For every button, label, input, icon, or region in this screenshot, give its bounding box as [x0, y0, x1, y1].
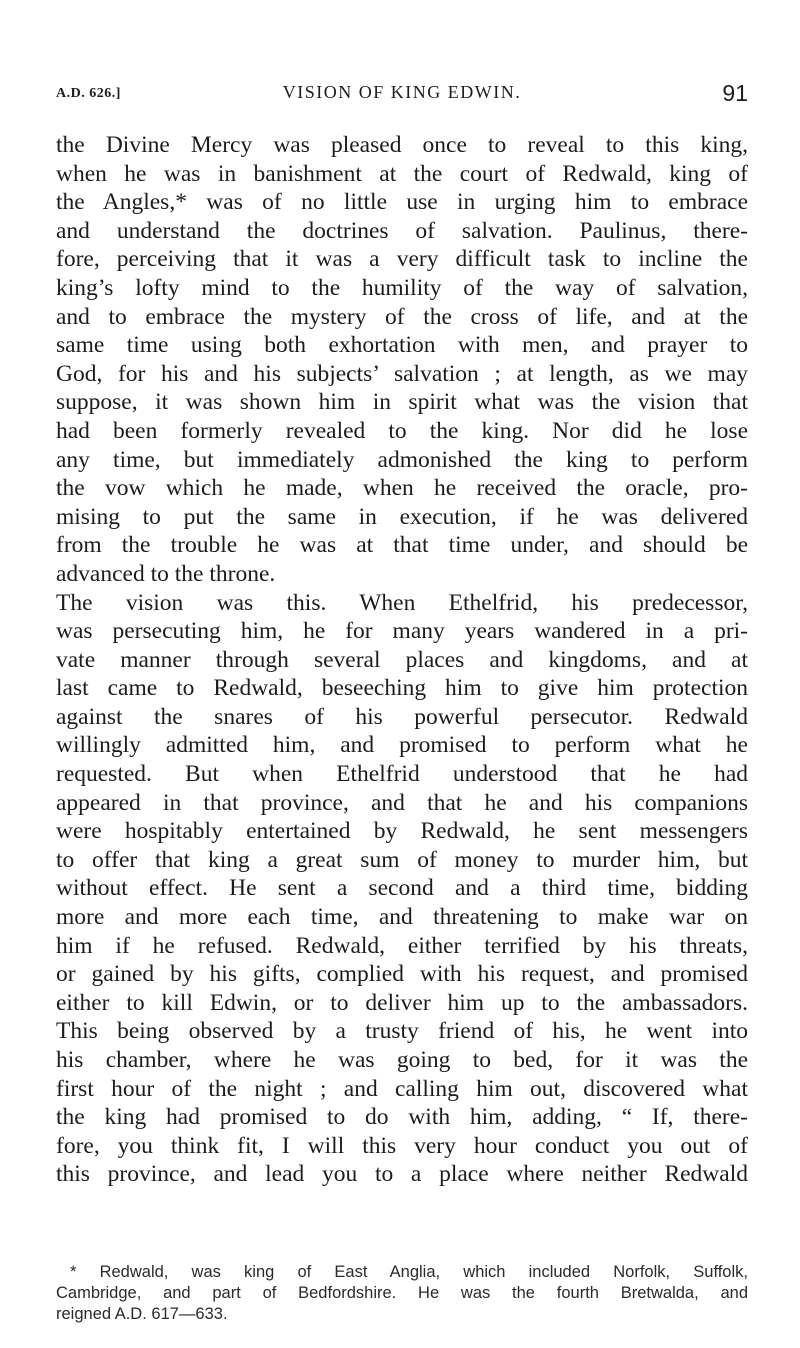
- text-line: willingly admitted him, and promised to perform what he: [56, 732, 748, 759]
- text-line: any time, but immediately admonished the king to perform: [56, 446, 748, 473]
- running-head: [56, 80, 748, 110]
- text-line: the vow which he made, when he received the oracle, pro-: [56, 475, 748, 502]
- text-line: the Angles,* was of no little use in urging him to embrace: [56, 189, 748, 216]
- text-line: was persecuting him, he for many years wandered in a pri-: [56, 618, 748, 645]
- text-line: him if he refused. Redwald, either terrified by his threats,: [56, 932, 748, 959]
- text-line: and understand the doctrines of salvation. Paulinus, there-: [56, 217, 748, 244]
- text-line: had been formerly revealed to the king. Nor did he lose: [56, 417, 748, 444]
- paragraph-end-line: advanced to the throne.: [56, 560, 276, 587]
- text-line: God, for his and his subjects’ salvation ; at length, as we may: [56, 360, 748, 387]
- text-line: vate manner through several places and kingdoms, and at: [56, 646, 748, 673]
- paragraph-start-line: The vision was this. When Ethelfrid, his predecessor,: [56, 589, 748, 616]
- footnote-line: Cambridge, and part of Bedfordshire. He was the fourth Bretwalda, and: [56, 1284, 748, 1302]
- footnote: [56, 1262, 748, 1325]
- text-line: first hour of the night ; and calling him out, discovered what: [56, 1075, 748, 1102]
- text-line: were hospitably entertained by Redwald, he sent messengers: [56, 818, 748, 845]
- text-line: this province, and lead you to a place where neither Redwald: [56, 1161, 748, 1188]
- text-line: requested. But when Ethelfrid understood that he had: [56, 761, 748, 788]
- body-text: [56, 131, 748, 1189]
- text-line: suppose, it was shown him in spirit what was the vision that: [56, 389, 748, 416]
- text-line: king’s lofty mind to the humility of the way of salvation,: [56, 274, 748, 301]
- footnote-line: reigned A.D. 617—633.: [56, 1305, 228, 1323]
- text-line: mising to put the same in execution, if he was delivered: [56, 503, 748, 530]
- footnote-line: * Redwald, was king of East Anglia, which included Norfolk, Suffolk,: [70, 1263, 748, 1281]
- text-line: when he was in banishment at the court of Redwald, king of: [56, 160, 748, 187]
- text-line: last came to Redwald, beseeching him to give him protection: [56, 675, 748, 702]
- text-line: from the trouble he was at that time under, and should be: [56, 532, 748, 559]
- text-line: same time using both exhortation with men, and prayer to: [56, 332, 748, 359]
- running-head-date: A.D. 626.]: [56, 86, 121, 101]
- text-line: appeared in that province, and that he and his companions: [56, 789, 748, 816]
- text-line: to offer that king a great sum of money to murder him, but: [56, 846, 748, 873]
- running-head-title: VISION OF KING EDWIN.: [282, 82, 522, 102]
- text-line: or gained by his gifts, complied with his request, and promised: [56, 961, 748, 988]
- text-line: the Divine Mercy was pleased once to reveal to this king,: [56, 132, 748, 158]
- text-line: fore, you think fit, I will this very hour conduct you out of: [56, 1132, 748, 1159]
- text-line: his chamber, where he was going to bed, for it was the: [56, 1047, 748, 1073]
- text-line: against the snares of his powerful persecutor. Redwald: [56, 703, 748, 730]
- text-line: the king had promised to do with him, adding, “ If, there-: [56, 1104, 748, 1131]
- page-number: 91: [722, 80, 748, 106]
- text-line: more and more each time, and threatening to make war on: [56, 904, 748, 931]
- text-line: without effect. He sent a second and a third time, bidding: [56, 875, 748, 902]
- text-line: fore, perceiving that it was a very difficult task to incline the: [56, 246, 748, 273]
- text-line: either to kill Edwin, or to deliver him up to the ambassadors.: [56, 989, 748, 1016]
- text-line: This being observed by a trusty friend of his, he went into: [56, 1018, 748, 1045]
- text-line: and to embrace the mystery of the cross of life, and at the: [56, 303, 748, 330]
